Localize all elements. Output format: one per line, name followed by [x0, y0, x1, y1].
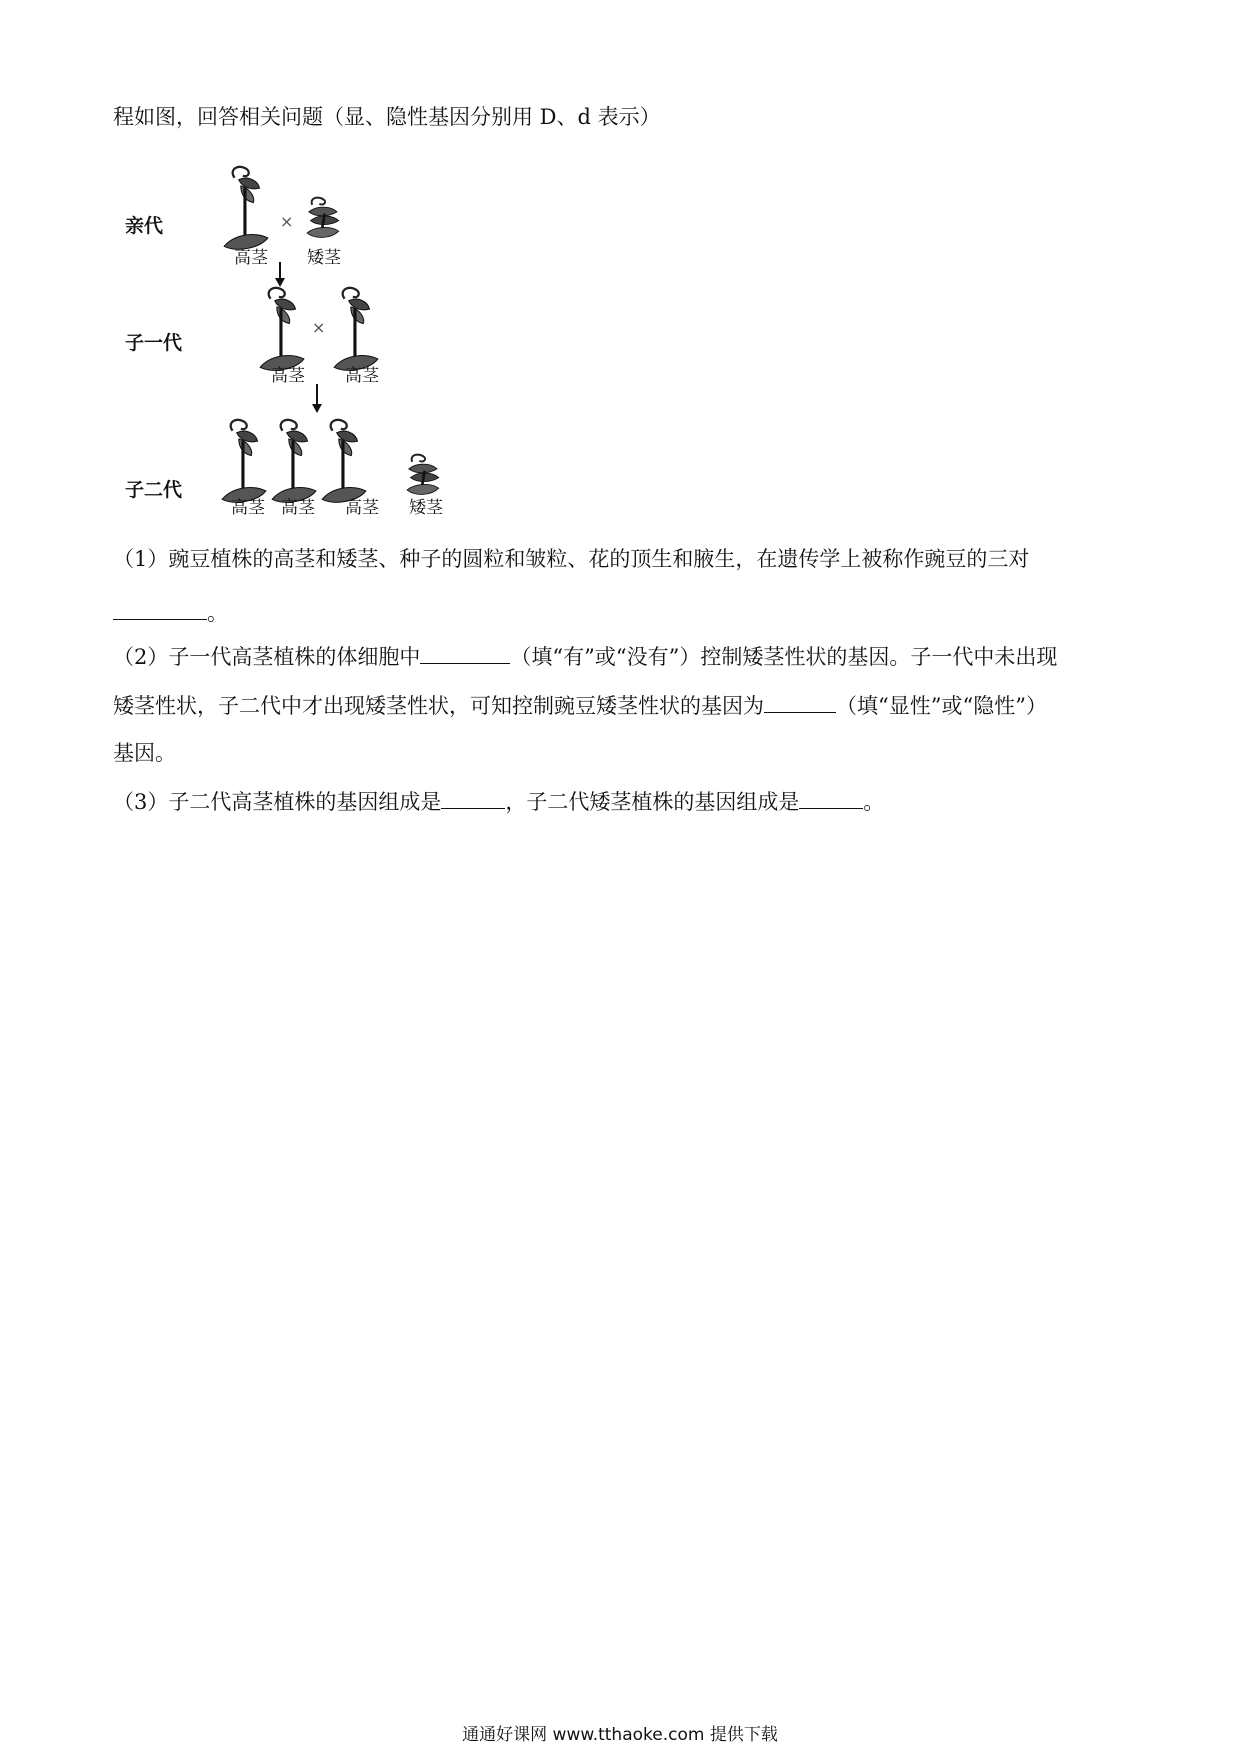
plant-label: 矮茎 [409, 498, 443, 518]
short-plant-icon [300, 195, 344, 241]
question-2-line-2: 矮茎性状，子二代中才出现矮茎性状，可知控制豌豆矮茎性状的基因为 （填“显性”或“隐性”） [113, 690, 1047, 721]
generation-label-parent: 亲代 [125, 215, 164, 237]
footer-text: 通通好课网 www.tthaoke.com 提供下载 [462, 1725, 778, 1745]
plant-label: 高茎 [281, 498, 315, 518]
plant-label: 高茎 [345, 366, 379, 386]
intro-text: 程如图，回答相关问题（显、隐性基因分别用 D、d 表示） [113, 105, 661, 129]
plant-label: 高茎 [231, 498, 265, 518]
down-arrow-icon [309, 384, 325, 414]
cross-symbol: × [312, 318, 326, 337]
answer-blank[interactable] [441, 786, 505, 809]
down-arrow-icon [272, 262, 288, 288]
answer-blank[interactable] [799, 786, 863, 809]
answer-blank[interactable] [113, 597, 207, 620]
question-2-line-1: （2）子一代高茎植株的体细胞中 （填“有”或“没有”）控制矮茎性状的基因。子一代中未出现 [113, 641, 1057, 672]
generation-label-f1: 子一代 [125, 332, 183, 354]
question-1-line-1: （1）豌豆植株的高茎和矮茎、种子的圆粒和皱粒、花的顶生和腋生，在遗传学上被称作豌豆的三对 [113, 547, 1030, 571]
plant-label: 高茎 [345, 498, 379, 518]
question-2-line-3: 基因。 [113, 741, 176, 765]
cross-symbol: × [280, 212, 294, 231]
answer-blank[interactable] [764, 690, 836, 713]
plant-label: 高茎 [234, 248, 268, 268]
question-3-line-1: （3）子二代高茎植株的基因组成是 ，子二代矮茎植株的基因组成是 。 [113, 786, 884, 817]
plant-label: 矮茎 [307, 248, 341, 268]
plant-label: 高茎 [271, 366, 305, 386]
answer-blank[interactable] [420, 641, 510, 664]
short-plant-icon [400, 452, 444, 498]
generation-label-f2: 子二代 [125, 479, 183, 501]
question-1-line-2: 。 [113, 597, 228, 628]
